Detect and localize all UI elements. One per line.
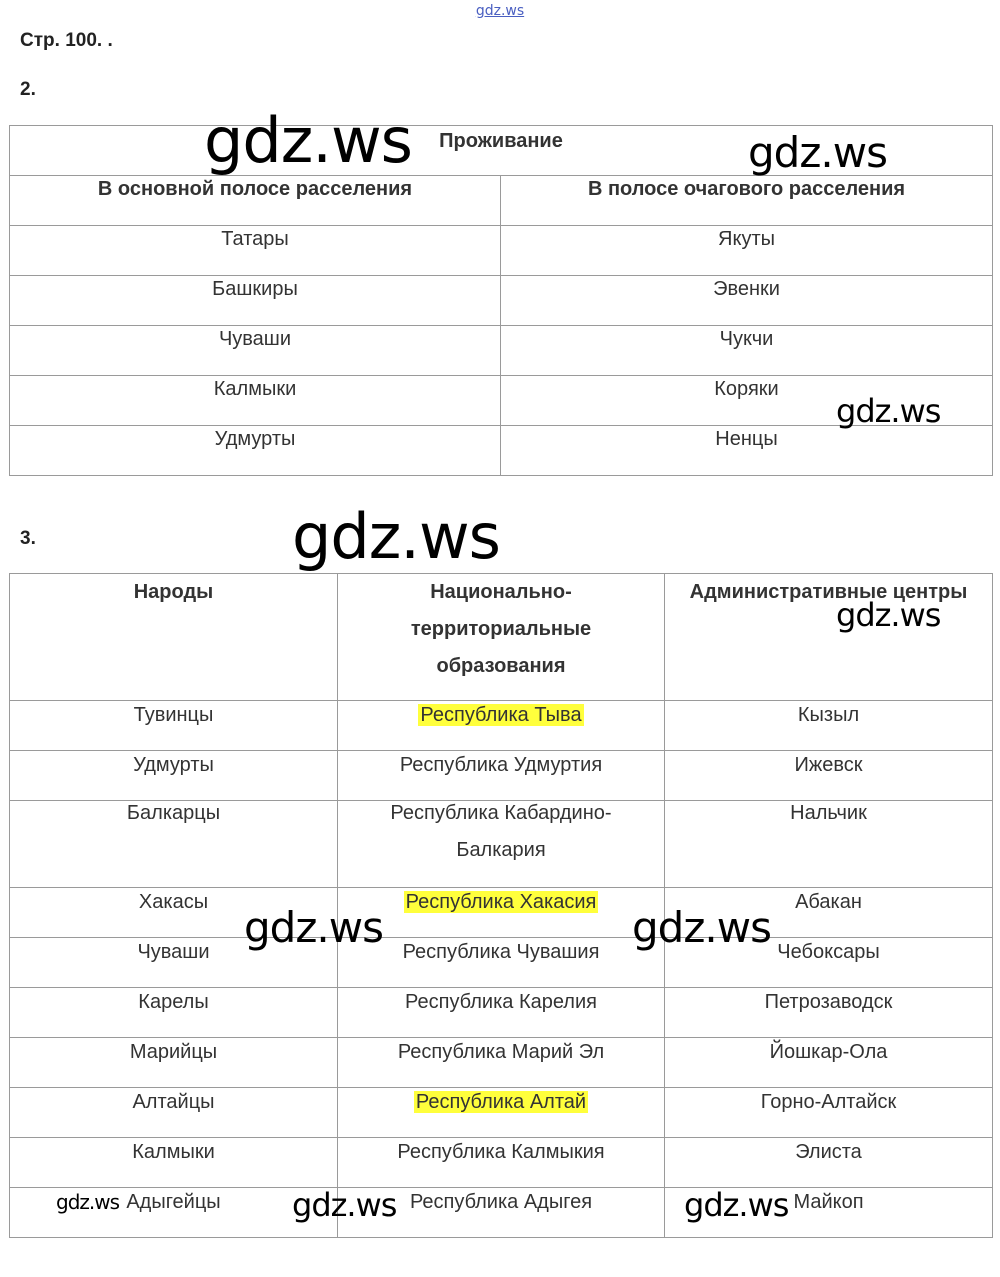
- table-cell: Республика Кабардино- Балкария: [338, 801, 665, 888]
- table-cell: Ненцы: [501, 426, 993, 476]
- table-cell: Чуваши: [10, 326, 501, 376]
- table-cell: Чукчи: [501, 326, 993, 376]
- table-row: [10, 1138, 993, 1188]
- table-row: [10, 326, 993, 376]
- table-cell: Элиста: [665, 1138, 993, 1188]
- table-cell: Калмыки: [10, 1138, 338, 1188]
- table-cell: Коряки: [501, 376, 993, 426]
- table-cell: [338, 888, 665, 938]
- table-cell: Республика Марий Эл: [338, 1038, 665, 1088]
- table-cell: Ижевск: [665, 751, 993, 801]
- table-cell: Республика Карелия: [338, 988, 665, 1038]
- table-row: [10, 701, 993, 751]
- table-cell: Горно-Алтайск: [665, 1088, 993, 1138]
- header-focal-zone: В полосе очагового расселения: [501, 176, 993, 226]
- table-row: [10, 801, 993, 888]
- highlighted-text: Республика Хакасия: [405, 891, 597, 913]
- table-cell: Чебоксары: [665, 938, 993, 988]
- table-cell: Марийцы: [10, 1038, 338, 1088]
- table-row: [10, 988, 993, 1038]
- table-cell: [338, 1088, 665, 1138]
- peoples-table: [9, 573, 993, 1238]
- table-row: [10, 938, 993, 988]
- table-cell: Йошкар-Ола: [665, 1038, 993, 1088]
- table-cell: Татары: [10, 226, 501, 276]
- table-cell: [338, 701, 665, 751]
- watermark-text: gdz.ws: [632, 903, 771, 952]
- table-cell: Нальчик: [665, 801, 993, 888]
- table-row: [10, 1088, 993, 1138]
- page-number-heading: Стр. 100. .: [20, 30, 113, 51]
- table-row: [10, 226, 993, 276]
- table-cell: Эвенки: [501, 276, 993, 326]
- table-cell: Якуты: [501, 226, 993, 276]
- header-national-formations: Национально- территориальные образования: [338, 574, 665, 701]
- task-2-number: 2.: [20, 79, 36, 100]
- table-cell: Тувинцы: [10, 701, 338, 751]
- header-admin-centers: Административные центры: [665, 574, 993, 701]
- watermark-text: gdz.ws: [836, 392, 941, 430]
- highlighted-text: Республика Тыва: [420, 704, 582, 726]
- watermark-text: gdz.ws: [56, 1190, 120, 1214]
- residence-table-title: Проживание: [10, 126, 993, 176]
- table-cell: Карелы: [10, 988, 338, 1038]
- table-cell: Адыгейцы: [10, 1188, 338, 1238]
- watermark-text: gdz.ws: [292, 500, 500, 573]
- table-cell: Кызыл: [665, 701, 993, 751]
- table-row: [10, 1188, 993, 1238]
- table-row: [10, 426, 993, 476]
- watermark-text: gdz.ws: [836, 596, 941, 634]
- table-row: [10, 1038, 993, 1088]
- watermark-text: gdz.ws: [292, 1186, 397, 1224]
- watermark-text: gdz.ws: [684, 1186, 789, 1224]
- watermark-text: gdz.ws: [244, 903, 383, 952]
- table-row: [10, 276, 993, 326]
- table-row: [10, 751, 993, 801]
- table-cell: Удмурты: [10, 751, 338, 801]
- table-cell: Калмыки: [10, 376, 501, 426]
- table-cell: Балкарцы: [10, 801, 338, 888]
- table-cell: Удмурты: [10, 426, 501, 476]
- header-main-zone: В основной полосе расселения: [10, 176, 501, 226]
- table-cell: Петрозаводск: [665, 988, 993, 1038]
- table-cell: Республика Удмуртия: [338, 751, 665, 801]
- table-cell: Республика Калмыкия: [338, 1138, 665, 1188]
- table-cell: Алтайцы: [10, 1088, 338, 1138]
- table-row: [10, 888, 993, 938]
- highlighted-text: Республика Алтай: [415, 1091, 587, 1113]
- table-cell: Абакан: [665, 888, 993, 938]
- task-3-number: 3.: [20, 528, 36, 549]
- watermark-text: gdz.ws: [204, 104, 412, 177]
- watermark-top-link[interactable]: gdz.ws: [475, 3, 525, 19]
- table-cell: Республика Адыгея: [338, 1188, 665, 1238]
- table-cell: Хакасы: [10, 888, 338, 938]
- header-peoples: Народы: [10, 574, 338, 701]
- table-cell: Башкиры: [10, 276, 501, 326]
- table-cell: Республика Чувашия: [338, 938, 665, 988]
- table-cell: Майкоп: [665, 1188, 993, 1238]
- watermark-text: gdz.ws: [748, 128, 887, 177]
- table-cell: Чуваши: [10, 938, 338, 988]
